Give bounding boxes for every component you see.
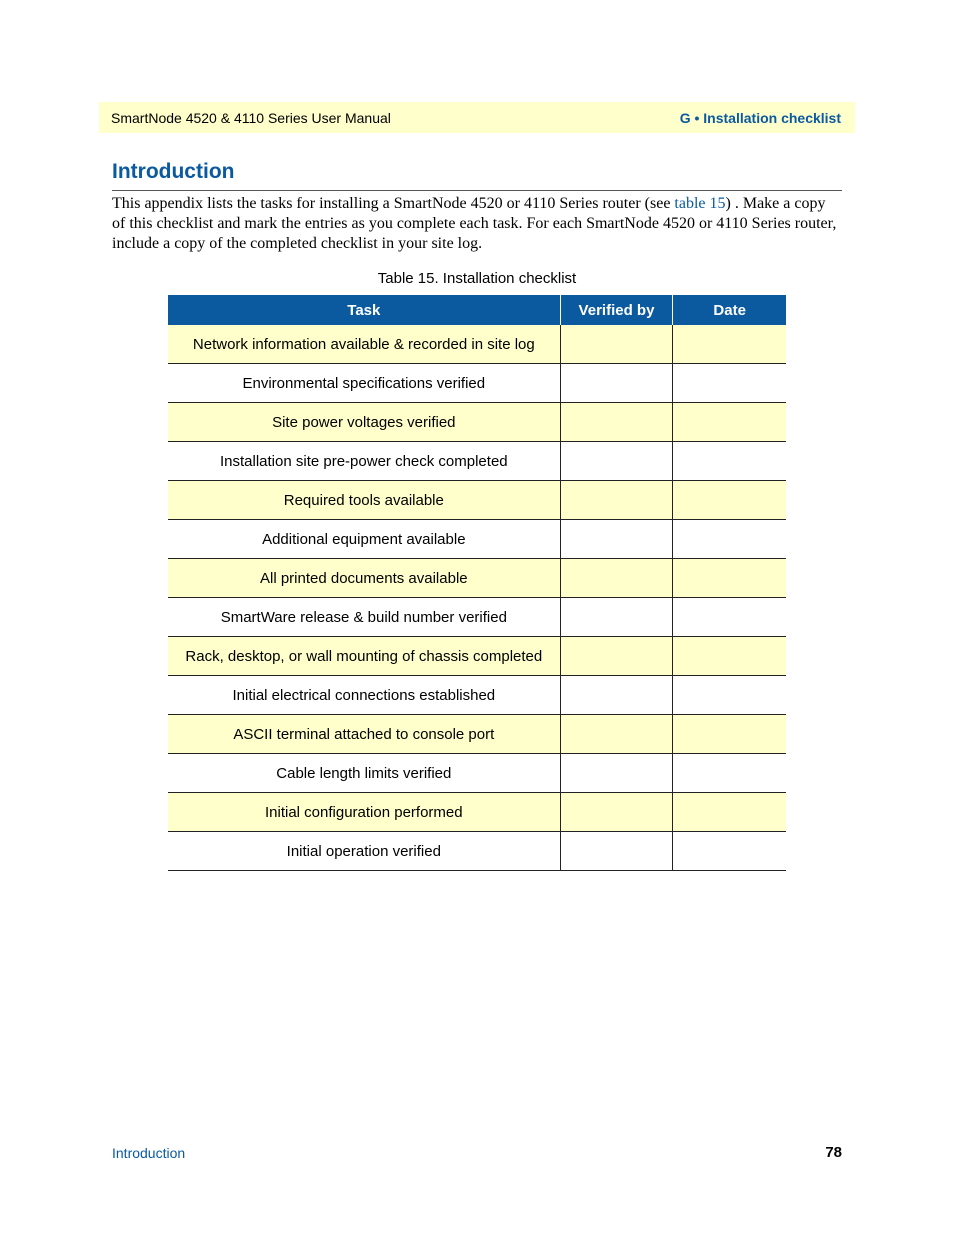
date-cell bbox=[673, 403, 786, 442]
table-row bbox=[168, 676, 786, 715]
task-cell: Cable length limits verified bbox=[168, 754, 560, 793]
task-cell: Network information available & recorded in site log bbox=[168, 325, 560, 364]
table-row bbox=[168, 637, 786, 676]
table-row bbox=[168, 364, 786, 403]
table-row bbox=[168, 481, 786, 520]
intro-text-after-link: ) . Make a copy of this checklist and mark the entries as you complete each task. For each SmartNode 4520 or 4110 Series router, include a copy of the completed checklist in your site log. bbox=[112, 195, 837, 252]
date-cell bbox=[673, 325, 786, 364]
table-row bbox=[168, 832, 786, 871]
date-cell bbox=[673, 676, 786, 715]
installation-checklist-table bbox=[168, 295, 786, 871]
table-row bbox=[168, 559, 786, 598]
task-cell: Additional equipment available bbox=[168, 520, 560, 559]
verified-by-cell bbox=[560, 325, 673, 364]
verified-by-cell bbox=[560, 481, 673, 520]
verified-by-cell bbox=[560, 832, 673, 871]
intro-text-before-link: This appendix lists the tasks for installing a SmartNode 4520 or 4110 Series router (see bbox=[112, 195, 675, 212]
table-row bbox=[168, 520, 786, 559]
page-number: 78 bbox=[825, 1144, 842, 1161]
running-header bbox=[99, 102, 855, 133]
table-header-row bbox=[168, 295, 786, 325]
verified-by-cell bbox=[560, 715, 673, 754]
task-cell: ASCII terminal attached to console port bbox=[168, 715, 560, 754]
table-row bbox=[168, 325, 786, 364]
task-cell: SmartWare release & build number verified bbox=[168, 598, 560, 637]
task-cell: Initial configuration performed bbox=[168, 793, 560, 832]
date-cell bbox=[673, 637, 786, 676]
date-cell bbox=[673, 520, 786, 559]
task-cell: Environmental specifications verified bbox=[168, 364, 560, 403]
task-cell: Installation site pre-power check completed bbox=[168, 442, 560, 481]
verified-by-cell bbox=[560, 598, 673, 637]
date-cell bbox=[673, 754, 786, 793]
header-verified-by: Verified by bbox=[560, 295, 673, 325]
verified-by-cell bbox=[560, 754, 673, 793]
intro-paragraph bbox=[112, 194, 842, 254]
verified-by-cell bbox=[560, 637, 673, 676]
date-cell bbox=[673, 481, 786, 520]
table-reference-link[interactable]: table 15 bbox=[674, 195, 726, 212]
date-cell bbox=[673, 832, 786, 871]
table-row bbox=[168, 754, 786, 793]
verified-by-cell bbox=[560, 676, 673, 715]
date-cell bbox=[673, 364, 786, 403]
section-divider bbox=[112, 190, 842, 191]
section-title: Introduction bbox=[112, 160, 235, 183]
verified-by-cell bbox=[560, 520, 673, 559]
header-task: Task bbox=[168, 295, 560, 325]
date-cell bbox=[673, 559, 786, 598]
date-cell bbox=[673, 793, 786, 832]
verified-by-cell bbox=[560, 364, 673, 403]
task-cell: Initial operation verified bbox=[168, 832, 560, 871]
date-cell bbox=[673, 598, 786, 637]
verified-by-cell bbox=[560, 793, 673, 832]
task-cell: All printed documents available bbox=[168, 559, 560, 598]
task-cell: Site power voltages verified bbox=[168, 403, 560, 442]
header-chapter-title: G • Installation checklist bbox=[679, 109, 841, 126]
table-row bbox=[168, 598, 786, 637]
table-row bbox=[168, 793, 786, 832]
header-manual-title: SmartNode 4520 & 4110 Series User Manual bbox=[111, 109, 391, 126]
verified-by-cell bbox=[560, 403, 673, 442]
table-row bbox=[168, 442, 786, 481]
date-cell bbox=[673, 442, 786, 481]
table-caption: Table 15. Installation checklist bbox=[377, 270, 577, 287]
footer-section-name: Introduction bbox=[112, 1145, 186, 1161]
header-date: Date bbox=[673, 295, 786, 325]
task-cell: Required tools available bbox=[168, 481, 560, 520]
task-cell: Rack, desktop, or wall mounting of chassis completed bbox=[168, 637, 560, 676]
table-row bbox=[168, 403, 786, 442]
table-row bbox=[168, 715, 786, 754]
verified-by-cell bbox=[560, 442, 673, 481]
date-cell bbox=[673, 715, 786, 754]
verified-by-cell bbox=[560, 559, 673, 598]
task-cell: Initial electrical connections established bbox=[168, 676, 560, 715]
